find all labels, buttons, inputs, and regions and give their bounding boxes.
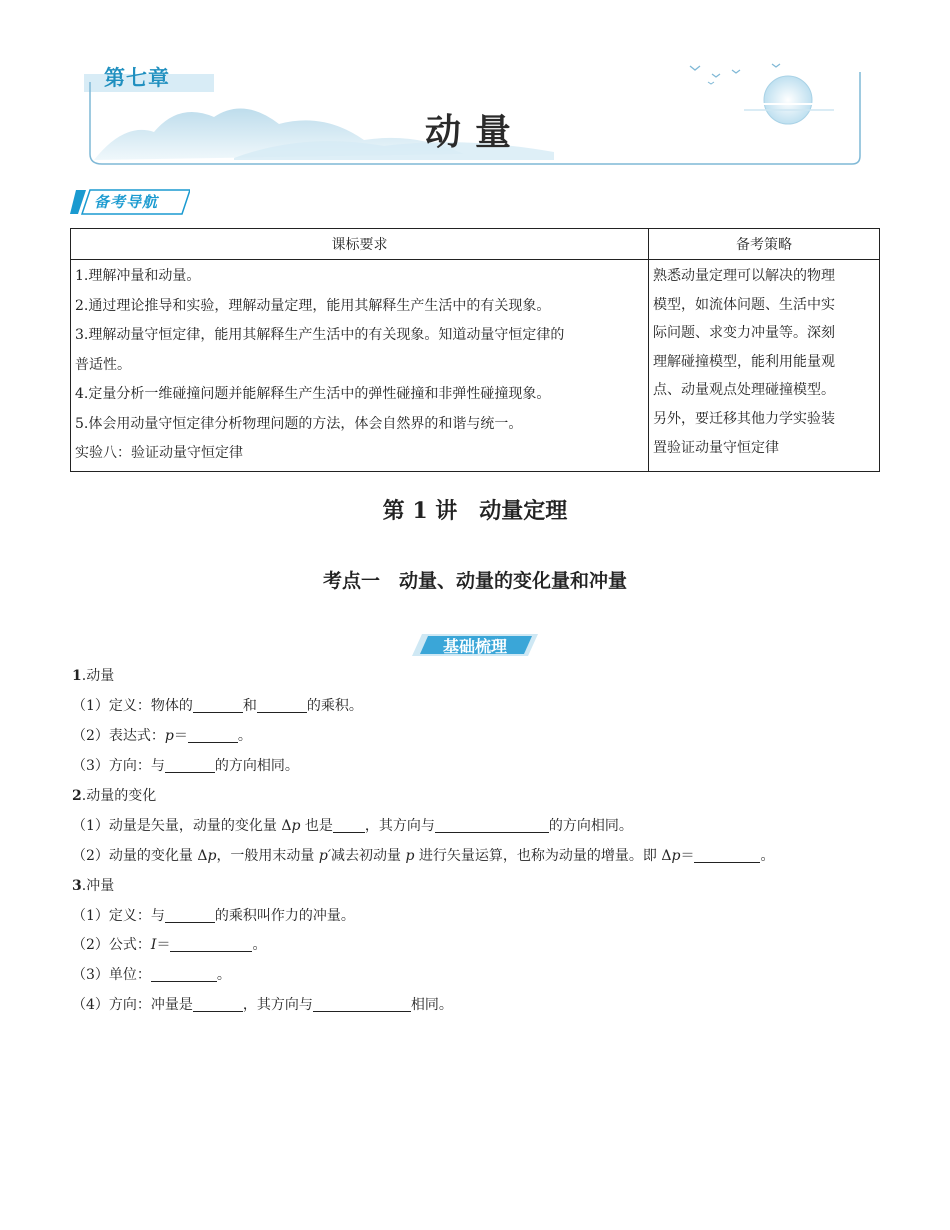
- answer-blank[interactable]: [165, 906, 215, 923]
- answer-blank[interactable]: [313, 995, 411, 1012]
- strategy-line: 理解碰撞模型，能利用能量观: [653, 353, 835, 370]
- strategy-line: 另外，要迁移其他力学实验装: [653, 410, 835, 427]
- requirements-table: [70, 228, 880, 472]
- table-header-requirements: 课标要求: [71, 229, 649, 260]
- strategy-line: 模型，如流体问题、生活中实: [653, 296, 835, 313]
- bird-icon: [708, 82, 714, 84]
- guide-label: 备考导航: [94, 193, 159, 211]
- lesson-title: 第 1 讲 动量定理: [382, 498, 568, 524]
- answer-blank[interactable]: [165, 756, 215, 773]
- list-item: （3）单位： 。: [72, 967, 231, 984]
- bird-icon: [772, 64, 780, 67]
- table-header-row: [71, 229, 880, 260]
- chapter-title: 动量: [424, 111, 525, 153]
- chapter-label: 第七章: [104, 66, 170, 90]
- section-heading: 3.冲量: [72, 877, 115, 894]
- answer-blank[interactable]: [170, 935, 252, 952]
- requirement-item: 实验八：验证动量守恒定律: [75, 445, 243, 461]
- requirement-item: 2.通过理论推导和实验，理解动量定理，能用其解释生产生活中的有关现象。: [75, 297, 551, 314]
- requirement-item: 3.理解动量守恒定律，能用其解释生产生活中的有关现象。知道动量守恒定律的: [75, 327, 565, 343]
- answer-blank[interactable]: [435, 816, 549, 833]
- requirement-item: 5.体会用动量守恒定律分析物理问题的方法，体会自然界的和谐与统一。: [75, 415, 523, 432]
- table-header-strategy: 备考策略: [649, 229, 880, 260]
- list-item: （1）动量是矢量，动量的变化量 Δp 也是 ，其方向与 的方向相同。: [72, 817, 633, 834]
- list-item: （3）方向：与 的方向相同。: [72, 757, 299, 774]
- list-item: （2）表达式：p＝ 。: [72, 727, 252, 744]
- answer-blank[interactable]: [193, 995, 243, 1012]
- list-item: （4）方向：冲量是 ，其方向与 相同。: [72, 997, 453, 1014]
- bird-icon: [732, 70, 740, 73]
- section-heading: 2.动量的变化: [72, 787, 157, 804]
- answer-blank[interactable]: [333, 816, 365, 833]
- strategy-line: 熟悉动量定理可以解决的物理: [653, 268, 835, 284]
- list-item: （2）动量的变化量 Δp，一般用末动量 p′减去初动量 p 进行矢量运算，也称为动量的增量。即 Δp＝ 。: [72, 847, 775, 864]
- list-item: （2）公式：I＝ 。: [72, 937, 267, 954]
- answer-blank[interactable]: [694, 846, 760, 863]
- bird-icon: [690, 66, 700, 70]
- requirement-item: 普适性。: [75, 356, 131, 373]
- answer-blank[interactable]: [151, 965, 217, 982]
- list-item: （1）定义：与 的乘积叫作力的冲量。: [72, 907, 355, 924]
- requirements-cell: [71, 260, 649, 472]
- answer-blank[interactable]: [257, 696, 307, 713]
- basics-label: 基础梳理: [442, 637, 507, 656]
- strategy-line: 点、动量观点处理碰撞模型。: [653, 382, 835, 399]
- table-row: [71, 260, 880, 472]
- point-title: 考点一 动量、动量的变化量和冲量: [322, 570, 627, 592]
- requirement-item: 1.理解冲量和动量。: [75, 268, 201, 284]
- strategy-line: 际问题、求变力冲量等。深刻: [653, 325, 835, 342]
- requirement-item: 4.定量分析一维碰撞问题并能解释生产生活中的弹性碰撞和非弹性碰撞现象。: [75, 386, 551, 402]
- strategy-cell: [649, 260, 880, 472]
- answer-blank[interactable]: [193, 696, 243, 713]
- strategy-line: 置验证动量守恒定律: [653, 439, 779, 456]
- answer-blank[interactable]: [188, 726, 238, 743]
- section-heading: 1.动量: [72, 668, 115, 684]
- bird-icon: [712, 74, 720, 77]
- content-body: [72, 662, 882, 1021]
- list-item: （1）定义：物体的 和 的乘积。: [72, 697, 363, 714]
